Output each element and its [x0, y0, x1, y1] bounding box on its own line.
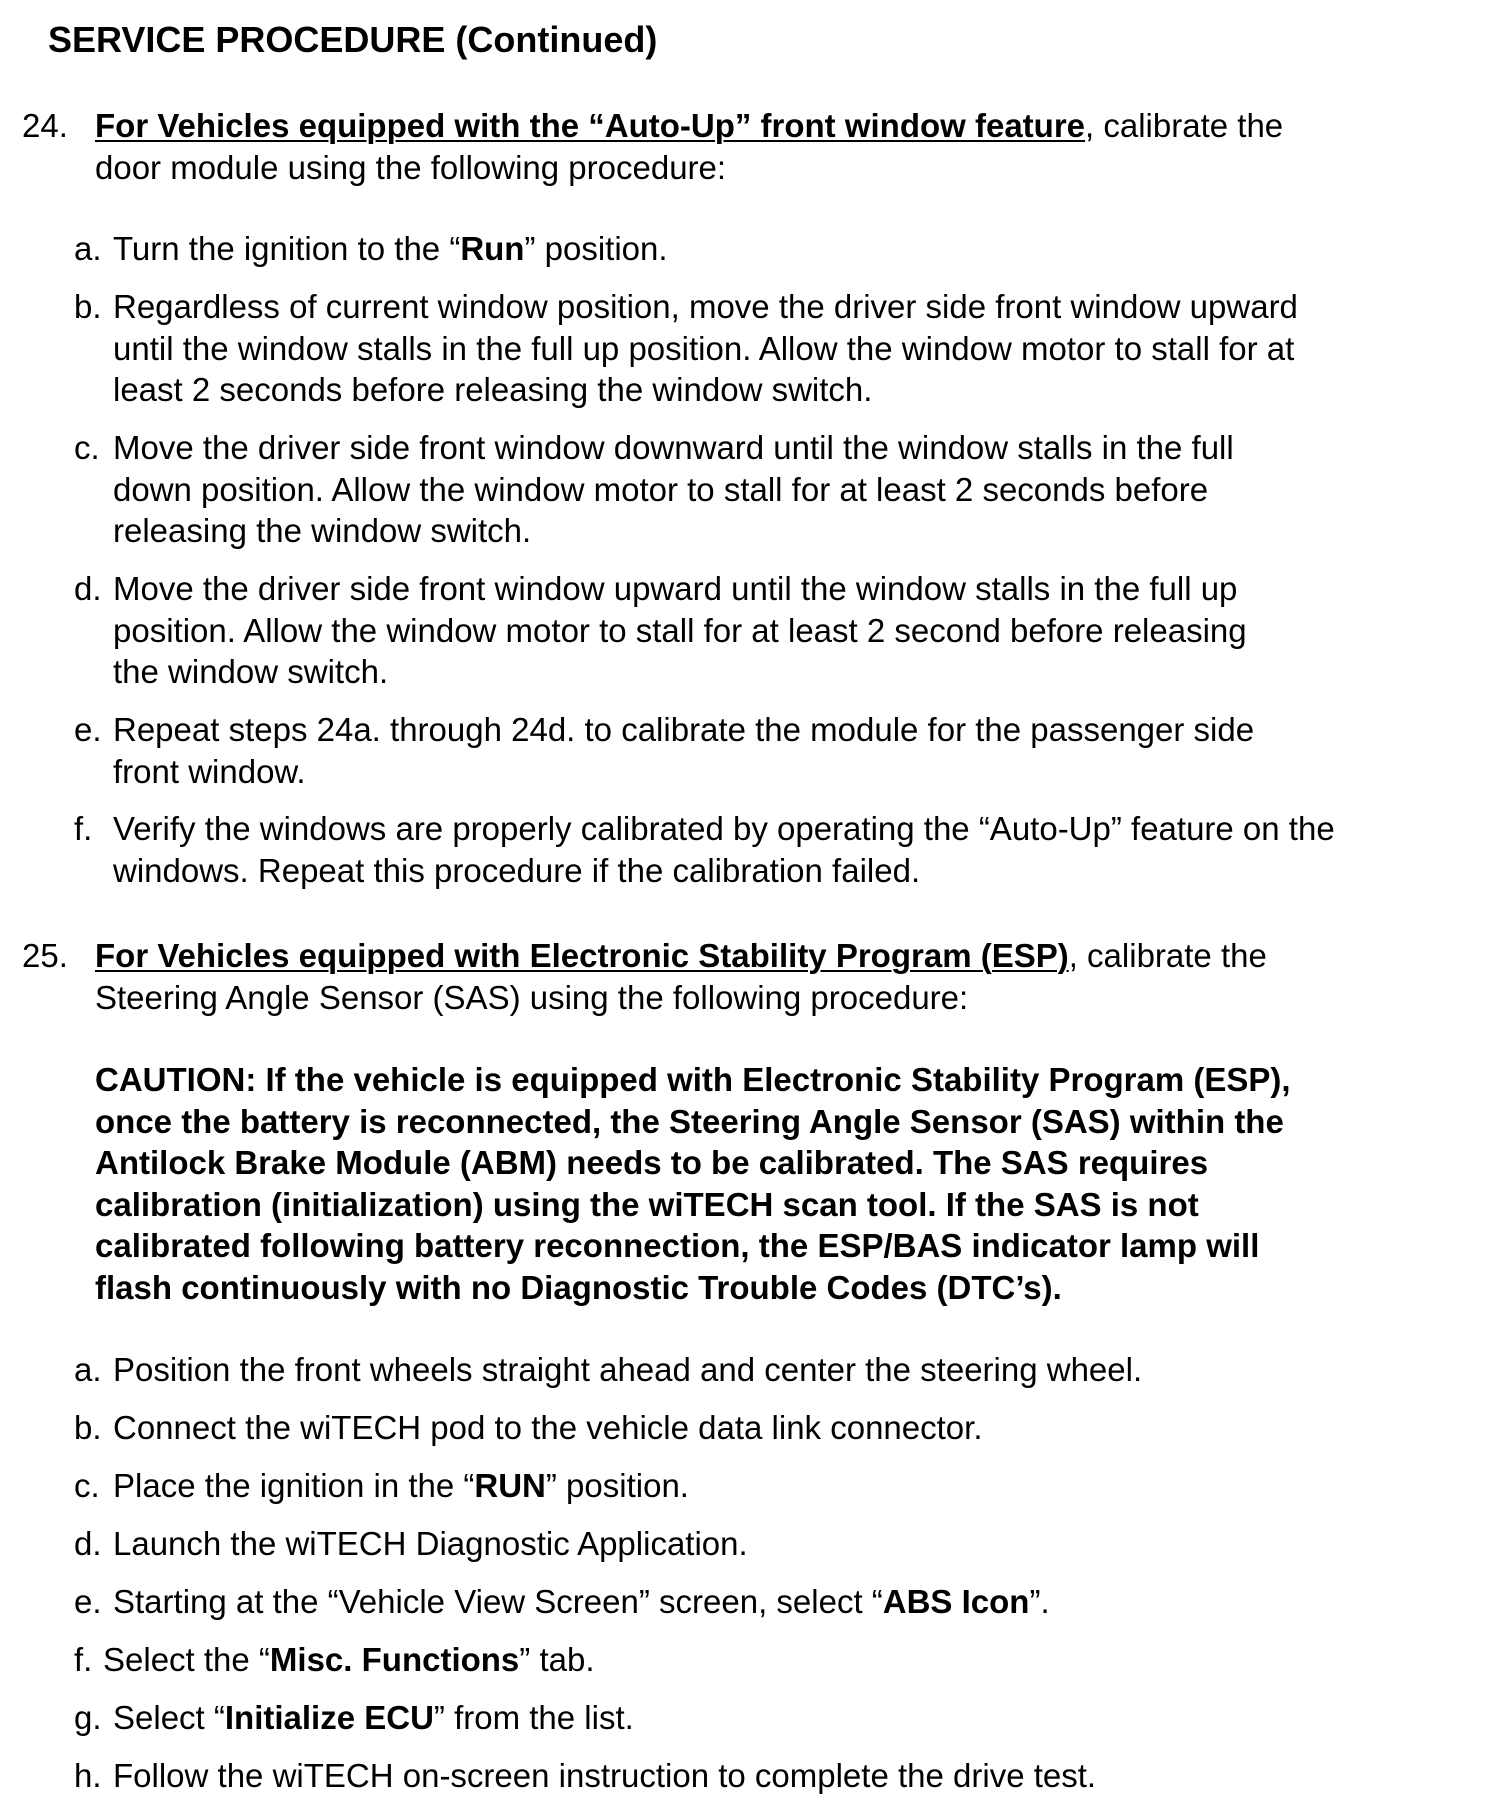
step-title: For Vehicles equipped with the “Auto-Up” front window feature — [95, 107, 1086, 144]
step-number: 25. — [22, 937, 68, 974]
step-number: 24. — [22, 107, 68, 144]
step-intro: For Vehicles equipped with Electronic Stability Program (ESP), calibrate the Steering Angle Sensor (SAS) using the following procedure: — [95, 937, 1267, 1016]
caution-note: CAUTION: If the vehicle is equipped with Electronic Stability Program (ESP), once the battery is reconnected, the Steering Angle Sensor (SAS) within the Antilock Brake Module (ABM) needs to be calibrated. The SAS requires calibration (initialization) using the wiTECH scan tool. If the SAS is not calibrated following battery reconnection, the ESP/BAS indicator lamp will flash continuously with no Diagnostic Trouble Codes (DTC’s). — [95, 1061, 1291, 1306]
step-intro: For Vehicles equipped with the “Auto-Up” front window feature, calibrate the door module using the following procedure: — [95, 107, 1284, 186]
step-title: For Vehicles equipped with Electronic Stability Program (ESP) — [95, 937, 1069, 974]
page-heading: SERVICE PROCEDURE (Continued) — [48, 19, 658, 60]
document-page: SERVICE PROCEDURE (Continued) 24. For Vehicles equipped with the “Auto-Up” front window feature, calibrate the door module using the following procedure: a. Turn the ignition to the “Run” position. b. Regardless of current window position, move the driver side front window upward until the window stalls in the full up position. Allow the window motor to stall for at least 2 seconds before releasing the window switch. c. Move the driver side front window downward until the window stalls in the full down position. Allow the window motor to stall for at least 2 seconds before releasing the window switch. d. Move the driver side front window upward until the window stalls in the full up position. Allow the window motor to stall for at least 2 second before releasing the window switch. e. Repeat steps 24a. through 24d. to calibrate the module for the passenger side front window. f. Verify the windows are properly calibrated by operating the “Auto-Up” feature on the windows. Repeat this procedure if the calibration failed. 25. For Vehicles equipped with Electronic Stability Program (ESP), calibrate the Steering Angle Sensor (SAS) using the following procedure: CAUTION: If the vehicle is equipped with Electronic Stability Program (ESP), once the battery is reconnected, the Steering Angle Sensor (SAS) within the Antilock Brake Module (ABM) needs to be calibrated. The SAS requires calibration (initialization) using the wiTECH scan tool. If the SAS is not calibrated following battery reconnection, the ESP/BAS indicator lamp will flash continuously with no Diagnostic Trouble Codes (DTC’s). a. Position the front wheels straight ahead and center the steering wheel. b. Connect the wiTECH pod to the vehicle data link connector. c. Place the ignition in the “RUN” position. d. Launch the wiTECH Diagnostic Application. e. Starting at the “Vehicle View Screen” screen, select “ABS Icon”. f. Select the “Misc. Functions” tab. g. Select “Initialize ECU” from the list. h. Follow the wiTECH on-screen instruction to complete the drive test. — [0, 0, 1504, 1820]
